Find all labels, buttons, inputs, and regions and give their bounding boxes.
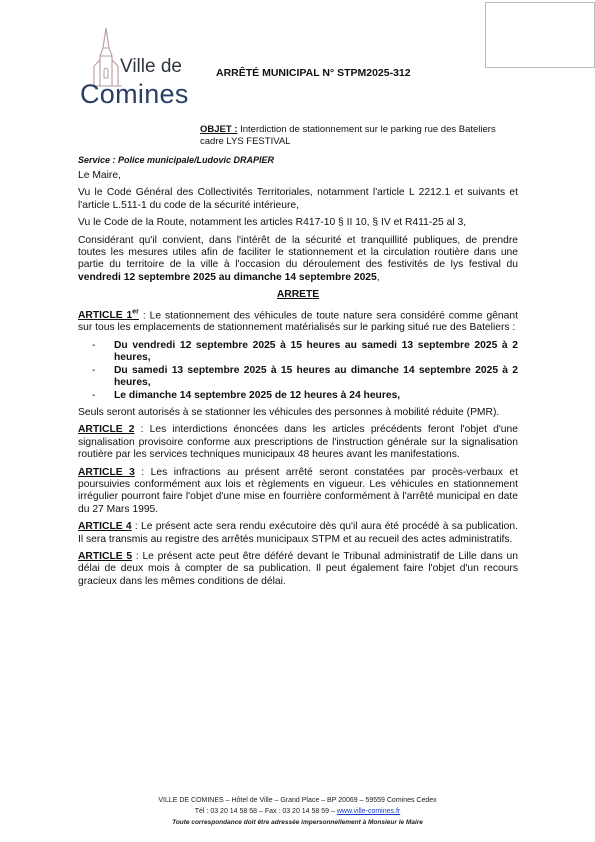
article-1-label: ARTICLE 1er [78, 308, 139, 322]
article-4 [78, 521, 518, 546]
objet-block [200, 124, 520, 148]
greeting: Le Maire, [78, 170, 121, 181]
vu-cgct: Vu le Code Général des Collectivités Territoriales, notamment l'article L 2212.1 et suivants et l'article L.511-1 du code de la sécurité intérieure, [78, 187, 518, 211]
article-1 [78, 307, 518, 335]
date-list [78, 340, 518, 402]
article-2-label: ARTICLE 2 [78, 424, 135, 436]
article-3-label: ARTICLE 3 [78, 466, 135, 478]
article-2-text: : Les interdictions énoncées dans les articles précédents feront l'objet d'une signalisation provisoire conforme aux prescriptions de l'instruction générale sur la signalisation routière par les services techniques municipaux 48 heures avant les manifestations. [78, 424, 518, 461]
document-title: ARRÊTÉ MUNICIPAL N° STPM2025-312 [216, 67, 411, 79]
city-logo [80, 26, 200, 111]
considerant [78, 235, 518, 285]
footer-website-link[interactable]: www.ville-comines.fr [336, 808, 401, 815]
list-item: - Du samedi 13 septembre 2025 à 15 heures au dimanche 14 septembre 2025 à 2 heures, [78, 365, 518, 390]
page-footer [60, 795, 535, 828]
article-1-text: Le stationnement des véhicules de toute nature sera considéré comme gênant sur tous les emplacements de stationnement matérialisés sur le parking situé rue des Bateliers : [78, 310, 518, 334]
article-5 [78, 551, 518, 588]
considerant-end: , [376, 271, 380, 283]
vu-code-route: Vu le Code de la Route, notamment les articles R417-10 § II 10, § IV et R411-25 al 3, [78, 217, 467, 229]
footer-contact [60, 806, 535, 817]
list-item: - Le dimanche 14 septembre 2025 de 12 heures à 24 heures, [78, 390, 518, 402]
footer-phone-fax: Tél : 03 20 14 58 58 – Fax : 03 20 14 58 59 – [194, 808, 337, 815]
article-5-text: : Le présent acte peut être déféré devant le Tribunal administratif de Lille dans un délai de deux mois à compter de sa publication. Il peut également faire l'objet d'un recours gracieux dans les mêmes conditions de délai. [78, 550, 518, 587]
logo-text-comines: Comines [80, 79, 189, 109]
article-2 [78, 424, 518, 461]
article-1-colon: : [138, 310, 146, 322]
footer-address: VILLE DE COMINES – Hôtel de Ville – Grand Place – BP 20069 – 59559 Comines Cedex [158, 797, 437, 804]
document-body [78, 170, 518, 593]
article-4-label: ARTICLE 4 [78, 521, 132, 533]
objet-label: OBJET : [200, 124, 238, 135]
considerant-dates: vendredi 12 septembre 2025 au dimanche 14 septembre 2025 [78, 271, 377, 283]
pmr-exemption: Seuls seront autorisés à se stationner les véhicules des personnes à mobilité réduite (PMR). [78, 406, 500, 418]
article-5-label: ARTICLE 5 [78, 550, 133, 562]
objet-text: Interdiction de stationnement sur le parking rue des Bateliers cadre LYS FESTIVAL [200, 124, 496, 147]
stamp-box [485, 2, 595, 68]
service-line: Service : Police municipale/Ludovic DRAPIER [78, 155, 275, 165]
article-3 [78, 467, 518, 517]
arrete-heading: ARRETE [276, 289, 320, 301]
considerant-text: Considérant qu'il convient, dans l'intérêt de la sécurité et tranquillité publiques, de prendre toutes les mesures utiles afin de faciliter le stationnement et la circulation routière dans une partie du territoire de la ville à l'occasion du déroulement des festivités de lys festival du [78, 234, 518, 271]
article-3-text: : Les infractions au présent arrêté seront constatées par procès-verbaux et poursuivies conformément aux lois et règlements en vigueur. Les véhicules en stationnement irrégulier pourront faire l'objet d'une mise en fourrière conformément à l'arrêté municipal en date du 27 Mars 1995. [78, 466, 518, 515]
logo-text-ville-de: Ville de [120, 56, 182, 77]
footer-note: Toute correspondance doit être adressée impersonnellement à Monsieur le Maire [172, 819, 423, 826]
article-4-text: : Le présent acte sera rendu exécutoire dès qu'il aura été procédé à sa publication. Il sera transmis au registre des arrêtés municipaux STPM et au recueil des actes administratifs. [78, 521, 518, 545]
list-item: - Du vendredi 12 septembre 2025 à 15 heures au samedi 13 septembre 2025 à 2 heures, [78, 340, 518, 365]
